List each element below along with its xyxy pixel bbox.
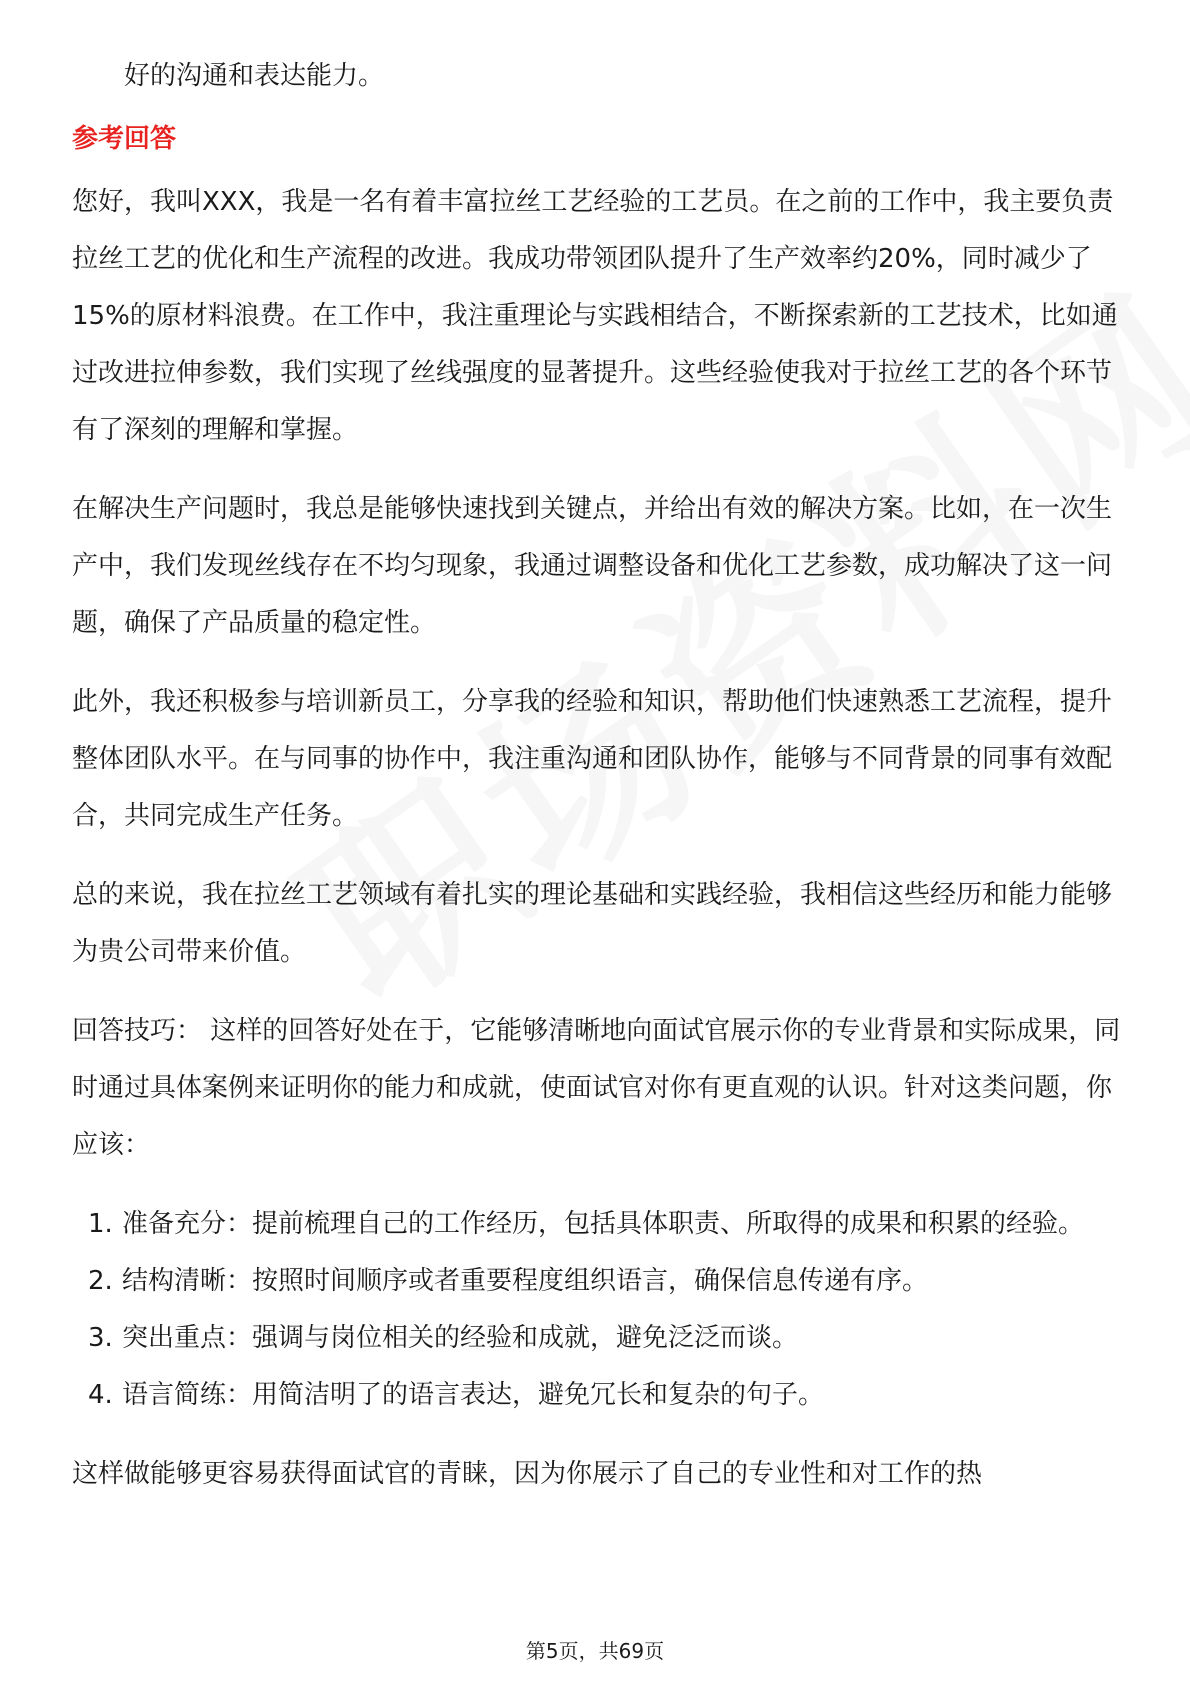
paragraph-teamwork: 此外，我还积极参与培训新员工，分享我的经验和知识，帮助他们快速熟悉工艺流程，提升整体团队水平。在与同事的协作中，我注重沟通和团队协作，能够与不同背景的同事有效配合，共同完成生产任务。 [72, 687, 1113, 831]
list-item [72, 1253, 1122, 1310]
page-number: 第5页，共69页 [525, 1639, 665, 1663]
document-body [72, 48, 1122, 1525]
list-item [72, 1196, 1122, 1253]
list-item-text: 结构清晰：按照时间顺序或者重要程度组织语言，确保信息传递有序。 [122, 1266, 929, 1296]
list-item [72, 1310, 1122, 1367]
tips-list [72, 1196, 1122, 1424]
intro-tail-text: 好的沟通和表达能力。 [124, 61, 385, 91]
paragraph-summary: 总的来说，我在拉丝工艺领域有着扎实的理论基础和实践经验，我相信这些经历和能力能够为贵公司带来价值。 [72, 880, 1113, 967]
list-item [72, 1367, 1122, 1424]
list-item-text: 准备充分：提前梳理自己的工作经历，包括具体职责、所取得的成果和积累的经验。 [122, 1209, 1085, 1239]
section-heading: 参考回答 [72, 124, 177, 154]
list-item-text: 语言简练：用简洁明了的语言表达，避免冗长和复杂的句子。 [122, 1380, 825, 1410]
list-item-number: 2. [88, 1266, 113, 1296]
paragraph-answer-tips: 回答技巧： 这样的回答好处在于，它能够清晰地向面试官展示你的专业背景和实际成果，同时通过具体案例来证明你的能力和成就，使面试官对你有更直观的认识。针对这类问题，你应该： [72, 1016, 1121, 1160]
list-item-text: 突出重点：强调与岗位相关的经验和成就，避免泛泛而谈。 [122, 1323, 799, 1353]
list-item-number: 1. [88, 1209, 113, 1239]
paragraph-intro: 您好，我叫XXX，我是一名有着丰富拉丝工艺经验的工艺员。在之前的工作中，我主要负责拉丝工艺的优化和生产流程的改进。我成功带领团队提升了生产效率约20%，同时减少了15%的原材料浪费。在工作中，我注重理论与实践相结合，不断探索新的工艺技术，比如通过改进拉伸参数，我们实现了丝线强度的显著提升。这些经验使我对于拉丝工艺的各个环节有了深刻的理解和掌握。 [72, 187, 1118, 445]
list-item-number: 3. [88, 1323, 113, 1353]
list-item-number: 4. [88, 1380, 113, 1410]
paragraph-closing: 这样做能够更容易获得面试官的青睐，因为你展示了自己的专业性和对工作的热 [72, 1459, 983, 1489]
paragraph-problem-solving: 在解决生产问题时，我总是能够快速找到关键点，并给出有效的解决方案。比如，在一次生产中，我们发现丝线存在不均匀现象，我通过调整设备和优化工艺参数，成功解决了这一问题，确保了产品质量的稳定性。 [72, 494, 1113, 638]
